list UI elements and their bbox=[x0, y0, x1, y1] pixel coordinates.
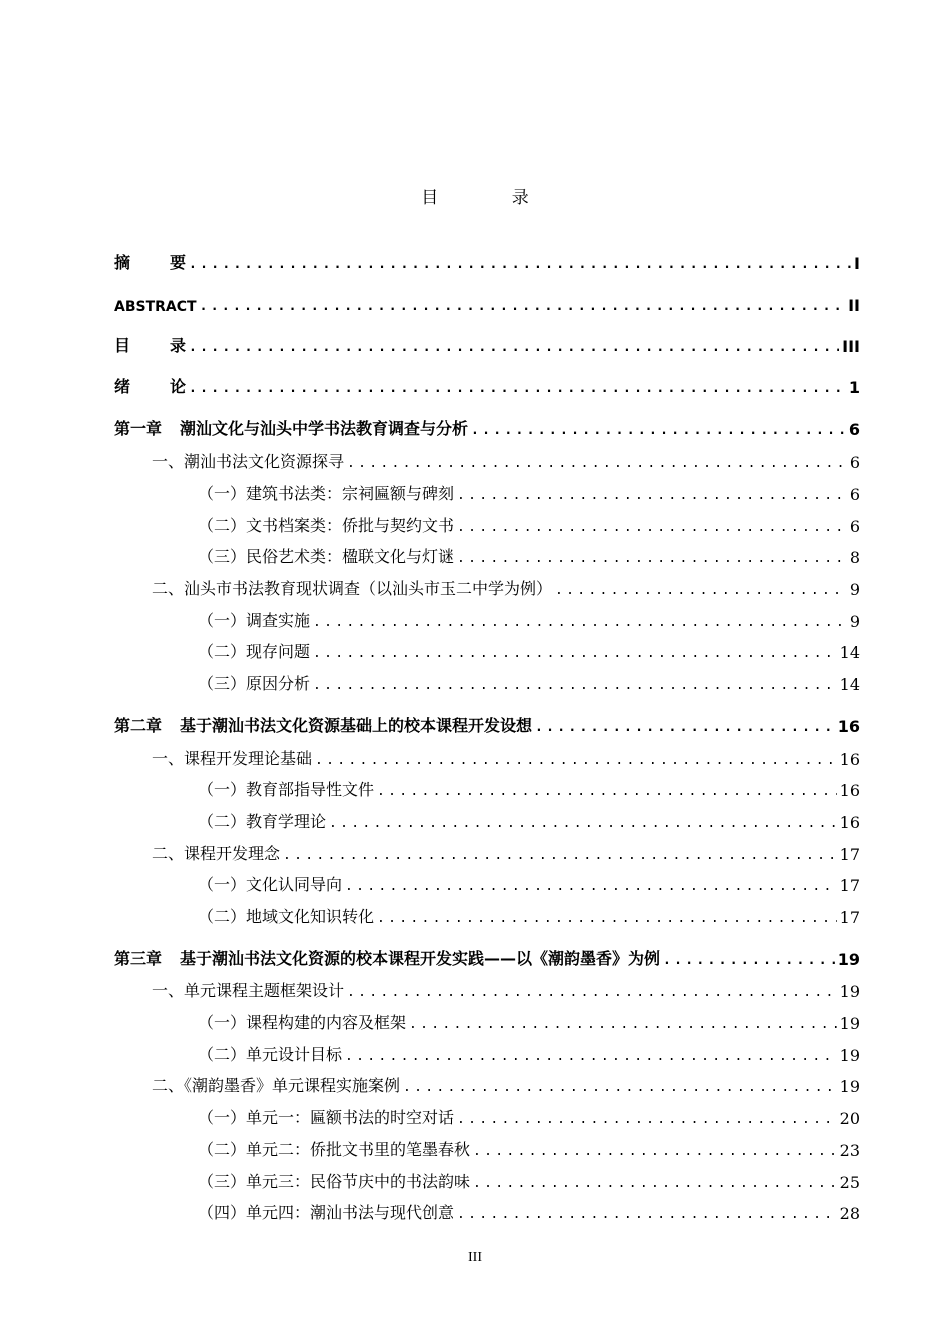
toc-entry-label bbox=[114, 946, 660, 969]
leader-dots bbox=[535, 720, 835, 736]
chapter-title: 潮汕文化与汕头中学书法教育调查与分析 bbox=[180, 419, 469, 438]
leader-dots bbox=[457, 520, 847, 536]
chapter-number: 第一章 bbox=[114, 419, 163, 438]
leader-dots bbox=[471, 423, 846, 439]
toc-entry[interactable] bbox=[114, 607, 860, 631]
toc-page-number: 6 bbox=[849, 453, 860, 472]
leader-dots bbox=[457, 488, 847, 504]
toc-entry[interactable] bbox=[114, 840, 860, 864]
leader-dots bbox=[329, 816, 837, 832]
leader-dots bbox=[189, 340, 839, 356]
toc-entry-label: 一、潮汕书法文化资源探寻 bbox=[152, 452, 345, 471]
toc-page-number: 17 bbox=[839, 876, 860, 895]
toc-page-number: 6 bbox=[848, 420, 860, 439]
toc-entry-label: （二）单元设计目标 bbox=[198, 1045, 343, 1064]
toc-entry[interactable] bbox=[114, 1072, 860, 1096]
leader-dots bbox=[347, 456, 847, 472]
chapter-title: 基于潮汕书法文化资源基础上的校本课程开发设想 bbox=[180, 716, 533, 735]
toc-entry[interactable] bbox=[114, 670, 860, 694]
toc-page-number: 19 bbox=[839, 982, 860, 1001]
toc-page-number: 19 bbox=[837, 950, 860, 969]
chapter-number: 第三章 bbox=[114, 949, 163, 968]
toc-entry-label: （一）课程构建的内容及框架 bbox=[198, 1013, 407, 1032]
toc-entry-label: （四）单元四：潮汕书法与现代创意 bbox=[198, 1203, 455, 1222]
toc-page-number: 14 bbox=[839, 643, 860, 662]
toc-entry[interactable] bbox=[114, 903, 860, 927]
toc-entry[interactable] bbox=[114, 1009, 860, 1033]
toc-entry[interactable] bbox=[114, 1168, 860, 1192]
toc-entry[interactable] bbox=[114, 249, 860, 273]
toc-entry-label: （一）建筑书法类：宗祠匾额与碑刻 bbox=[198, 484, 455, 503]
leader-dots bbox=[189, 381, 846, 397]
toc-page-number: 6 bbox=[849, 517, 860, 536]
leader-dots bbox=[345, 879, 837, 895]
page-title: 目 录 bbox=[421, 188, 563, 208]
toc-entry-label: （二）现存问题 bbox=[198, 642, 311, 661]
toc-entry-label: （二）单元二：侨批文书里的笔墨春秋 bbox=[198, 1140, 471, 1159]
toc-page-number: 16 bbox=[837, 717, 860, 736]
toc-entry-label: 绪论 bbox=[114, 377, 187, 396]
toc-entry-label: （一）文化认同导向 bbox=[198, 875, 343, 894]
leader-dots bbox=[473, 1176, 837, 1192]
toc-entry[interactable] bbox=[114, 448, 860, 472]
toc-page-number: 16 bbox=[839, 813, 860, 832]
toc-page-number: 17 bbox=[839, 908, 860, 927]
toc-page-number: 23 bbox=[839, 1141, 860, 1160]
toc-entry-label: 一、课程开发理论基础 bbox=[152, 749, 313, 768]
leader-dots bbox=[315, 753, 837, 769]
toc-entry[interactable] bbox=[114, 575, 860, 599]
toc-entry[interactable] bbox=[114, 543, 860, 567]
leader-dots bbox=[377, 784, 837, 800]
toc-entry[interactable] bbox=[114, 776, 860, 800]
toc-page-number: 14 bbox=[839, 675, 860, 694]
toc-entry[interactable] bbox=[114, 1136, 860, 1160]
toc-page-number: II bbox=[848, 296, 860, 315]
toc-entry[interactable] bbox=[114, 1104, 860, 1128]
toc-page-number: III bbox=[842, 337, 860, 356]
leader-dots bbox=[377, 911, 837, 927]
toc-page-number: I bbox=[854, 254, 860, 273]
toc-entry[interactable] bbox=[114, 332, 860, 356]
leader-dots bbox=[189, 257, 851, 273]
leader-dots bbox=[473, 1144, 837, 1160]
toc-page-number: 25 bbox=[839, 1173, 860, 1192]
toc-entry-label: （二）地域文化知识转化 bbox=[198, 907, 375, 926]
leader-dots bbox=[457, 551, 847, 567]
toc-entry-label: （三）民俗艺术类：楹联文化与灯谜 bbox=[198, 547, 455, 566]
leader-dots bbox=[457, 1112, 837, 1128]
toc-entry[interactable] bbox=[114, 415, 860, 439]
toc-entry[interactable] bbox=[114, 291, 860, 315]
toc-page-number: 9 bbox=[849, 612, 860, 631]
toc-page-number: 19 bbox=[839, 1077, 860, 1096]
leader-dots bbox=[347, 985, 837, 1001]
toc-page-number: 1 bbox=[848, 378, 860, 397]
leader-dots bbox=[663, 953, 835, 969]
chapter-number: 第二章 bbox=[114, 716, 163, 735]
toc-entry-label: （二）教育学理论 bbox=[198, 812, 327, 831]
toc-page-number: 16 bbox=[839, 781, 860, 800]
toc-entry-label: 二、汕头市书法教育现状调查（以汕头市玉二中学为例） bbox=[152, 579, 553, 598]
toc-page-number: 9 bbox=[849, 580, 860, 599]
leader-dots bbox=[403, 1080, 837, 1096]
toc-entry-label: 二、《潮韵墨香》单元课程实施案例 bbox=[152, 1076, 401, 1095]
toc-entry-label bbox=[114, 416, 468, 439]
toc-entry-label: 目录 bbox=[114, 336, 187, 355]
toc-entry-label: （一）调查实施 bbox=[198, 611, 311, 630]
toc-entry[interactable] bbox=[114, 808, 860, 832]
toc-entry-label: 摘要 bbox=[114, 253, 187, 272]
toc-page-number: 8 bbox=[849, 548, 860, 567]
toc-entry[interactable] bbox=[114, 945, 860, 969]
toc-entry[interactable] bbox=[114, 745, 860, 769]
toc-entry[interactable] bbox=[114, 480, 860, 504]
toc-entry-label: （一）单元一：匾额书法的时空对话 bbox=[198, 1108, 455, 1127]
leader-dots bbox=[457, 1207, 837, 1223]
leader-dots bbox=[313, 615, 847, 631]
leader-dots bbox=[409, 1017, 837, 1033]
toc-entry-label: ABSTRACT bbox=[114, 299, 197, 315]
toc-entry-label: （一）教育部指导性文件 bbox=[198, 780, 375, 799]
leader-dots bbox=[555, 583, 847, 599]
toc-page-number: 20 bbox=[839, 1109, 860, 1128]
toc-entry-label: 一、单元课程主题框架设计 bbox=[152, 981, 345, 1000]
toc-entry[interactable] bbox=[114, 373, 860, 397]
toc-entry[interactable] bbox=[114, 512, 860, 536]
toc-entry-label: 二、课程开发理念 bbox=[152, 844, 281, 863]
toc-page-number: 17 bbox=[839, 845, 860, 864]
toc-entry[interactable] bbox=[114, 638, 860, 662]
chapter-title: 基于潮汕书法文化资源的校本课程开发实践——以《潮韵墨香》为例 bbox=[180, 949, 661, 968]
leader-dots bbox=[345, 1049, 837, 1065]
toc-entry-label: （三）原因分析 bbox=[198, 674, 311, 693]
toc-entry-label bbox=[114, 713, 532, 736]
leader-dots bbox=[283, 848, 837, 864]
leader-dots bbox=[313, 646, 837, 662]
toc-page-number: 16 bbox=[839, 750, 860, 769]
toc-entry[interactable] bbox=[114, 1041, 860, 1065]
toc-page-number: 19 bbox=[839, 1046, 860, 1065]
leader-dots bbox=[200, 299, 846, 315]
toc-page-number: 6 bbox=[849, 485, 860, 504]
toc-entry[interactable] bbox=[114, 871, 860, 895]
toc-entry[interactable] bbox=[114, 1199, 860, 1223]
toc-page-number: 19 bbox=[839, 1014, 860, 1033]
toc-entry[interactable] bbox=[114, 977, 860, 1001]
toc-entry[interactable] bbox=[114, 712, 860, 736]
toc-entry-label: （二）文书档案类：侨批与契约文书 bbox=[198, 516, 455, 535]
page-number: III bbox=[468, 1250, 482, 1265]
toc-entry-label: （三）单元三：民俗节庆中的书法韵味 bbox=[198, 1172, 471, 1191]
leader-dots bbox=[313, 678, 837, 694]
toc-page-number: 28 bbox=[839, 1204, 860, 1223]
